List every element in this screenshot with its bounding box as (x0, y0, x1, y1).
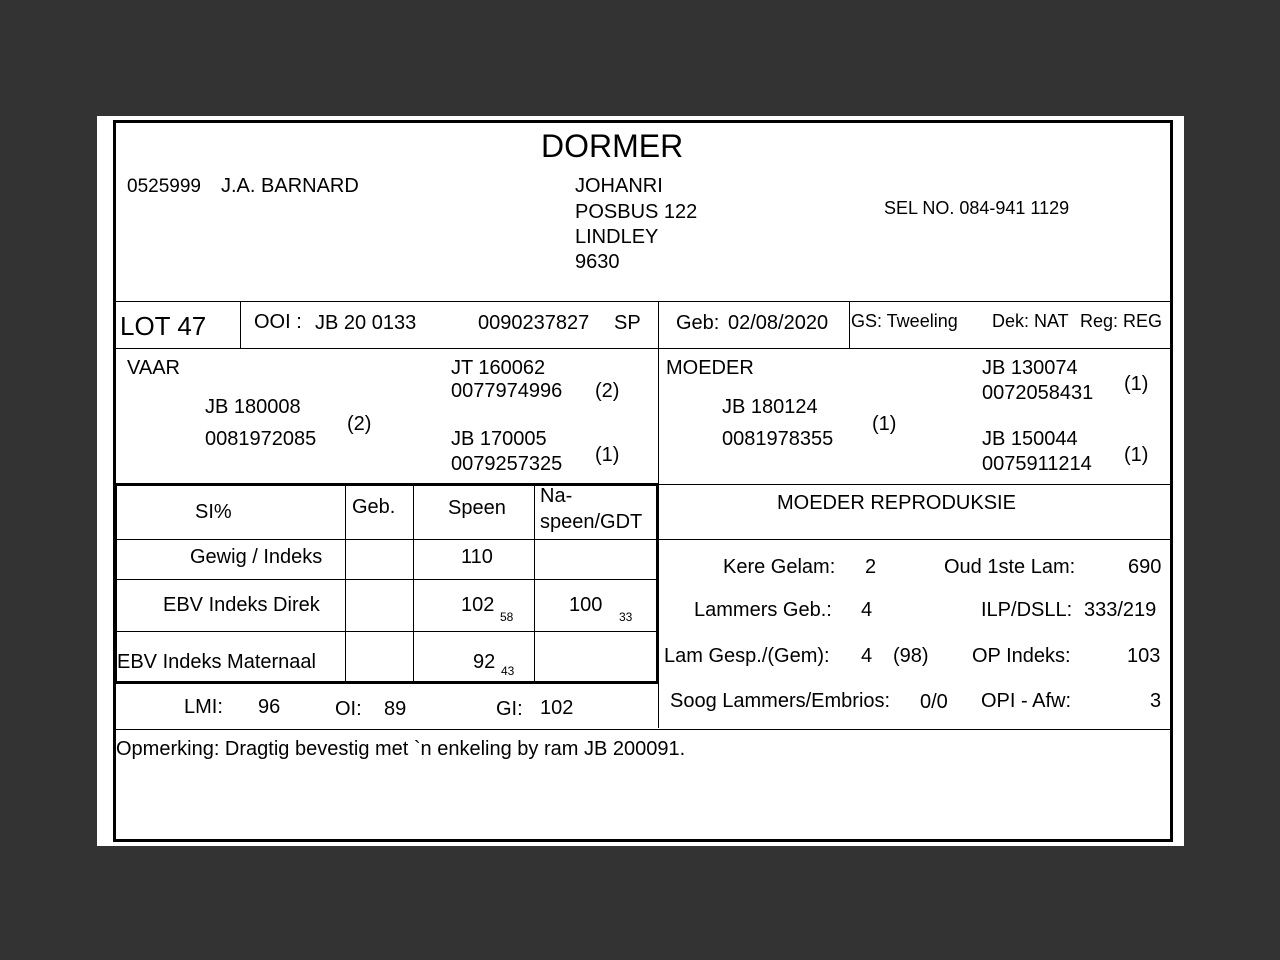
ilp-label: ILP/DSLL: (981, 599, 1073, 621)
ooi-suffix: SP (614, 312, 641, 334)
geb-header: Geb. (352, 496, 396, 518)
sire-id: JB 180008 (205, 396, 301, 418)
table-border (656, 483, 659, 684)
dek-value: Dek: NAT (992, 311, 1069, 331)
gesp-average: (98) (893, 645, 929, 667)
gs-value: GS: Tweeling (851, 311, 958, 331)
dam-granddam-id: JB 150044 (982, 428, 1078, 450)
opi-label: OPI - Afw: (981, 690, 1072, 712)
sire-grandsire-id: JT 160062 (451, 357, 546, 379)
dam-granddam-number: 0075911214 (982, 453, 1092, 475)
table-divider (114, 631, 658, 632)
row-speen-value: 110 (461, 546, 493, 568)
sire-granddam-id: JB 170005 (451, 428, 547, 450)
table-divider (534, 486, 535, 681)
op-label: OP Indeks: (972, 645, 1071, 667)
row-label: Gewig / Indeks (190, 546, 323, 568)
kere-value: 2 (865, 556, 877, 578)
lmi-value: 96 (258, 696, 281, 718)
row-speen-accuracy: 58 (500, 610, 514, 624)
breeder-name: J.A. BARNARD (221, 175, 359, 197)
sire-number: 0081972085 (205, 428, 317, 450)
op-value: 103 (1127, 645, 1161, 667)
table-divider (114, 539, 1173, 540)
remark: Opmerking: Dragtig bevestig met `n enkeling by ram JB 200091. (116, 738, 686, 760)
oi-label: OI: (335, 698, 362, 720)
ooi-number: 0090237827 (478, 312, 590, 334)
row-label: EBV Indeks Maternaal (117, 651, 316, 673)
row-speen-value: 92 (473, 651, 496, 673)
lammers-label: Lammers Geb.: (694, 599, 832, 621)
sire-granddam-number: 0079257325 (451, 453, 563, 475)
birth-label: Geb: (676, 312, 720, 334)
table-border (114, 483, 659, 486)
table-divider (413, 486, 414, 681)
address-line: POSBUS 122 (575, 201, 698, 223)
reproduction-title: MOEDER REPRODUKSIE (777, 492, 1016, 514)
soog-label: Soog Lammers/Embrios: (670, 690, 891, 712)
gi-label: GI: (496, 698, 523, 720)
dam-id: JB 180124 (722, 396, 818, 418)
dam-number: 0081978355 (722, 428, 834, 450)
row-naspeen-accuracy: 33 (619, 610, 633, 624)
dam-count: (1) (872, 413, 897, 435)
soog-value: 0/0 (920, 691, 948, 713)
phone-number: SEL NO. 084-941 1129 (884, 198, 1070, 218)
naspeen-header-line2: speen/GDT (540, 511, 643, 533)
sire-grandsire-count: (2) (595, 380, 620, 402)
speen-header: Speen (448, 497, 506, 519)
address-line: 9630 (575, 251, 620, 273)
kere-label: Kere Gelam: (723, 556, 836, 578)
si-header: SI% (195, 501, 232, 523)
divider (113, 301, 1173, 302)
oud-label: Oud 1ste Lam: (944, 556, 1076, 578)
dam-grandsire-number: 0072058431 (982, 382, 1094, 404)
clipped-footer-text (160, 841, 1130, 845)
lammers-value: 4 (861, 599, 873, 621)
lot-number: LOT 47 (120, 311, 207, 341)
dam-label: MOEDER (666, 357, 754, 379)
dam-granddam-count: (1) (1124, 444, 1149, 466)
address-line: LINDLEY (575, 226, 659, 248)
sire-count: (2) (347, 413, 372, 435)
gesp-label: Lam Gesp./(Gem): (664, 645, 830, 667)
breeder-code: 0525999 (127, 176, 201, 197)
oi-value: 89 (384, 698, 407, 720)
dam-grandsire-count: (1) (1124, 373, 1149, 395)
gesp-value: 4 (861, 645, 873, 667)
sire-grandsire-number: 0077974996 (451, 380, 563, 402)
row-speen-value: 102 (461, 594, 495, 616)
divider (658, 484, 1173, 485)
ooi-label: OOI : (254, 311, 302, 333)
sire-label: VAAR (127, 357, 180, 379)
ilp-value: 333/219 (1084, 599, 1157, 621)
gi-value: 102 (540, 697, 574, 719)
row-naspeen-value: 100 (569, 594, 603, 616)
divider (113, 348, 1173, 349)
row-label: EBV Indeks Direk (163, 594, 320, 616)
sire-granddam-count: (1) (595, 444, 620, 466)
table-divider (114, 579, 658, 580)
row-speen-accuracy: 43 (501, 664, 515, 678)
breed-title: DORMER (541, 128, 684, 164)
birth-date: 02/08/2020 (728, 312, 829, 334)
table-border (114, 681, 659, 684)
oud-value: 690 (1128, 556, 1162, 578)
reg-value: Reg: REG (1080, 311, 1163, 331)
divider (113, 729, 1173, 730)
naspeen-header-line1: Na- (540, 485, 573, 507)
ooi-id: JB 20 0133 (315, 312, 417, 334)
divider (240, 301, 241, 348)
table-divider (345, 486, 346, 681)
divider (849, 301, 850, 348)
opi-value: 3 (1150, 690, 1162, 712)
lmi-label: LMI: (184, 696, 223, 718)
dam-grandsire-id: JB 130074 (982, 357, 1078, 379)
address-line: JOHANRI (575, 175, 663, 197)
